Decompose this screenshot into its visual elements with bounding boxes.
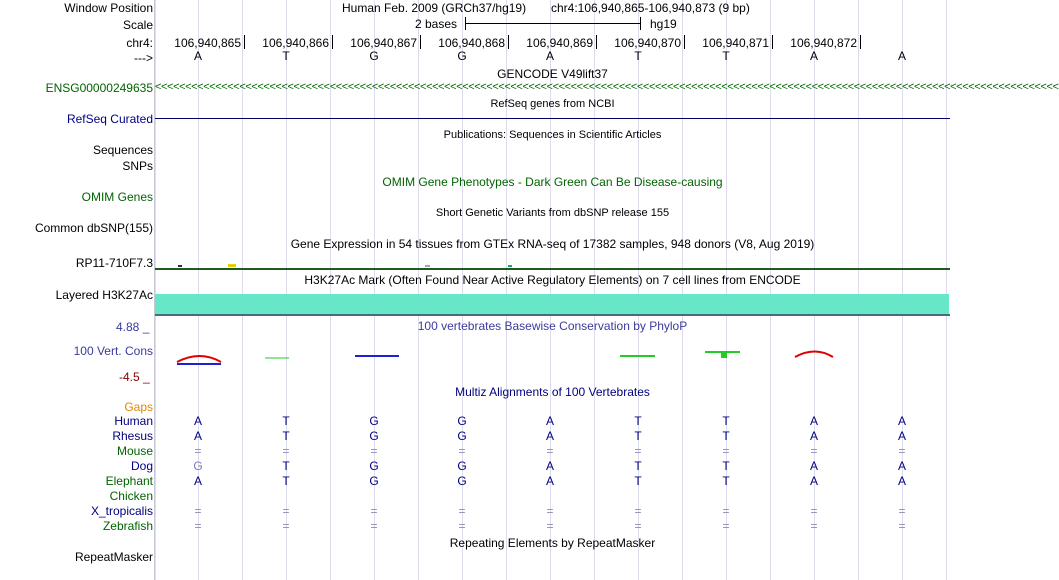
- refseq-track-title[interactable]: RefSeq genes from NCBI: [490, 98, 615, 110]
- alignment-base: T: [282, 474, 290, 488]
- species-label-elephant[interactable]: Elephant: [105, 474, 153, 488]
- gtex-track-separator: [155, 268, 950, 270]
- ruler-tick: [332, 35, 333, 49]
- h3k27ac-signal[interactable]: [155, 294, 949, 314]
- alignment-base: A: [809, 414, 818, 428]
- alignment-base: G: [457, 414, 467, 428]
- assembly-title[interactable]: Human Feb. 2009 (GRCh37/hg19): [342, 1, 527, 15]
- conservation-min: -4.5 _: [119, 370, 150, 384]
- refseq-label[interactable]: RefSeq Curated: [66, 112, 153, 126]
- alignment-base: G: [457, 459, 467, 473]
- alignment-base: =: [370, 444, 378, 458]
- alignment-base: =: [634, 504, 642, 518]
- alignment-base: =: [458, 444, 466, 458]
- refseq-gene-line[interactable]: [155, 118, 950, 119]
- alignment-base: A: [193, 429, 202, 443]
- reference-base: A: [897, 49, 906, 63]
- alignment-base: A: [545, 414, 554, 428]
- alignment-base: G: [457, 429, 467, 443]
- alignment-base: =: [634, 519, 642, 533]
- gencode-track-title[interactable]: GENCODE V49lift37: [497, 67, 608, 81]
- ruler-position-label: 106,940,867: [350, 36, 417, 50]
- gtex-bar-1[interactable]: [178, 265, 182, 267]
- conservation-label[interactable]: 100 Vert. Cons: [73, 344, 153, 358]
- gtex-bar-4[interactable]: [508, 265, 512, 267]
- alignment-base: T: [722, 459, 730, 473]
- species-label-zebrafish[interactable]: Zebrafish: [102, 519, 153, 533]
- alignment-base: A: [809, 429, 818, 443]
- alignment-base: T: [282, 429, 290, 443]
- alignment-base: A: [193, 414, 202, 428]
- alignment-base: A: [809, 459, 818, 473]
- alignment-base: G: [369, 429, 379, 443]
- h3k27ac-label[interactable]: Layered H3K27Ac: [55, 288, 153, 302]
- omim-track-title[interactable]: OMIM Gene Phenotypes - Dark Green Can Be Disease-causing: [382, 175, 723, 189]
- alignment-base: A: [545, 459, 554, 473]
- alignment-base: =: [898, 519, 906, 533]
- reference-base: G: [369, 49, 379, 63]
- ruler-tick: [420, 35, 421, 49]
- ruler-position-label: 106,940,870: [614, 36, 681, 50]
- scale-db: hg19: [650, 17, 677, 31]
- repeatmasker-track-title[interactable]: Repeating Elements by RepeatMasker: [449, 536, 656, 550]
- alignment-base: G: [369, 414, 379, 428]
- alignment-base: =: [722, 504, 730, 518]
- scale-bar-text: 2 bases: [415, 17, 458, 31]
- alignment-base: T: [722, 429, 730, 443]
- strand-label: --->: [134, 51, 153, 65]
- alignment-base: =: [810, 519, 818, 533]
- multiz-track-title[interactable]: Multiz Alignments of 100 Vertebrates: [455, 385, 650, 399]
- alignment-base: =: [370, 519, 378, 533]
- ruler-position-label: 106,940,865: [174, 36, 241, 50]
- alignment-base: T: [282, 414, 290, 428]
- alignment-base: =: [722, 519, 730, 533]
- reference-base: A: [545, 49, 554, 63]
- repeatmasker-label[interactable]: RepeatMasker: [74, 550, 153, 564]
- alignment-base: T: [282, 459, 290, 473]
- conservation-track-title[interactable]: 100 vertebrates Basewise Conservation by PhyloP: [417, 319, 688, 333]
- ruler-tick: [772, 35, 773, 49]
- alignment-base: T: [634, 459, 642, 473]
- scale-bar-right-tick: [640, 17, 641, 30]
- gtex-label[interactable]: RP11-710F7.3: [75, 256, 153, 270]
- ruler-tick: [508, 35, 509, 49]
- gtex-bar-3[interactable]: [425, 265, 430, 267]
- alignment-base: A: [897, 414, 906, 428]
- position-range[interactable]: chr4:106,940,865-106,940,873 (9 bp): [551, 1, 750, 15]
- reference-base: T: [722, 49, 730, 63]
- alignment-base: T: [634, 474, 642, 488]
- gtex-bar-2[interactable]: [228, 264, 236, 267]
- ruler-position-label: 106,940,869: [526, 36, 593, 50]
- alignment-base: =: [722, 444, 730, 458]
- alignment-base: =: [634, 444, 642, 458]
- alignment-base: T: [634, 414, 642, 428]
- alignment-base: G: [369, 474, 379, 488]
- scale-bar-left-tick: [465, 17, 466, 30]
- window-position-label: Window Position: [64, 1, 153, 15]
- reference-base: A: [809, 49, 818, 63]
- reference-base: G: [457, 49, 467, 63]
- alignment-base: =: [282, 519, 290, 533]
- alignment-base: A: [897, 459, 906, 473]
- species-label-rhesus[interactable]: Rhesus: [112, 429, 153, 443]
- ruler-position-label: 106,940,871: [702, 36, 769, 50]
- conservation-graph[interactable]: [155, 340, 950, 370]
- alignment-base: =: [194, 444, 202, 458]
- alignment-base: A: [809, 474, 818, 488]
- alignment-base: G: [193, 459, 203, 473]
- ruler-position-label: 106,940,872: [790, 36, 857, 50]
- ruler-tick: [684, 35, 685, 49]
- species-label-dog[interactable]: Dog: [130, 459, 153, 473]
- alignment-base: =: [810, 444, 818, 458]
- scale-bar: [465, 23, 641, 24]
- alignment-base: G: [369, 459, 379, 473]
- alignment-base: G: [457, 474, 467, 488]
- species-label-x-tropicalis[interactable]: X_tropicalis: [90, 504, 153, 518]
- alignment-base: T: [722, 474, 730, 488]
- species-label-chicken[interactable]: Chicken: [109, 489, 153, 503]
- snps-label[interactable]: SNPs: [122, 159, 153, 173]
- scale-label: Scale: [122, 18, 153, 32]
- omim-label[interactable]: OMIM Genes: [81, 190, 153, 204]
- alignment-base: A: [545, 429, 554, 443]
- alignment-base: =: [282, 504, 290, 518]
- alignment-base: =: [282, 444, 290, 458]
- h3k27ac-track-title[interactable]: H3K27Ac Mark (Often Found Near Active Regulatory Elements) on 7 cell lines from ENCODE: [304, 273, 801, 287]
- ruler-position-label: 106,940,868: [438, 36, 505, 50]
- alignment-base: A: [545, 474, 554, 488]
- alignment-base: =: [370, 504, 378, 518]
- conservation-max: 4.88 _: [116, 320, 150, 334]
- publications-track-title[interactable]: Publications: Sequences in Scientific Articles: [443, 129, 662, 141]
- reference-base: T: [282, 49, 290, 63]
- alignment-base: =: [546, 519, 554, 533]
- ruler-tick: [860, 35, 861, 49]
- species-label-human[interactable]: Human: [114, 414, 153, 428]
- alignment-base: =: [898, 504, 906, 518]
- alignment-base: A: [897, 474, 906, 488]
- species-label-mouse[interactable]: Mouse: [116, 444, 153, 458]
- alignment-base: T: [722, 414, 730, 428]
- ruler-position-label: 106,940,866: [262, 36, 329, 50]
- alignment-base: =: [458, 504, 466, 518]
- chrom-label: chr4:: [126, 36, 153, 50]
- gaps-label[interactable]: Gaps: [124, 400, 153, 414]
- alignment-base: =: [458, 519, 466, 533]
- gtex-track-title[interactable]: Gene Expression in 54 tissues from GTEx RNA-seq of 17382 samples, 948 donors (V8, Aug 2019): [290, 237, 815, 251]
- dbsnp-track-title[interactable]: Short Genetic Variants from dbSNP release 155: [435, 207, 670, 219]
- reference-base: T: [634, 49, 642, 63]
- alignment-base: =: [194, 504, 202, 518]
- alignment-base: A: [897, 429, 906, 443]
- alignment-base: =: [546, 444, 554, 458]
- h3k27ac-bottom-border: [155, 314, 950, 316]
- alignment-base: =: [898, 444, 906, 458]
- alignment-base: A: [193, 474, 202, 488]
- ruler-tick: [244, 35, 245, 49]
- gencode-gene-label[interactable]: ENSG00000249635: [45, 81, 153, 95]
- alignment-base: T: [634, 429, 642, 443]
- sequences-label[interactable]: Sequences: [92, 143, 153, 157]
- ruler-tick: [596, 35, 597, 49]
- alignment-base: =: [810, 504, 818, 518]
- alignment-base: =: [546, 504, 554, 518]
- gencode-gene-arrows[interactable]: <<<<<<<<<<<<<<<<<<<<<<<<<<<<<<<<<<<<<<<<<<<<<<<<<<<<<<<<<<<<<<<<<<<<<<<<<<<<<<<<<<<<<<<<<<<<<<<<<<<<<<<<<<<<<<<<<<<<<<<<<<<<<<<<<<<<<<<<<<<<<<<<<<<<<<: [155, 81, 1059, 93]
- dbsnp-label[interactable]: Common dbSNP(155): [34, 221, 153, 235]
- reference-base: A: [193, 49, 202, 63]
- alignment-base: =: [194, 519, 202, 533]
